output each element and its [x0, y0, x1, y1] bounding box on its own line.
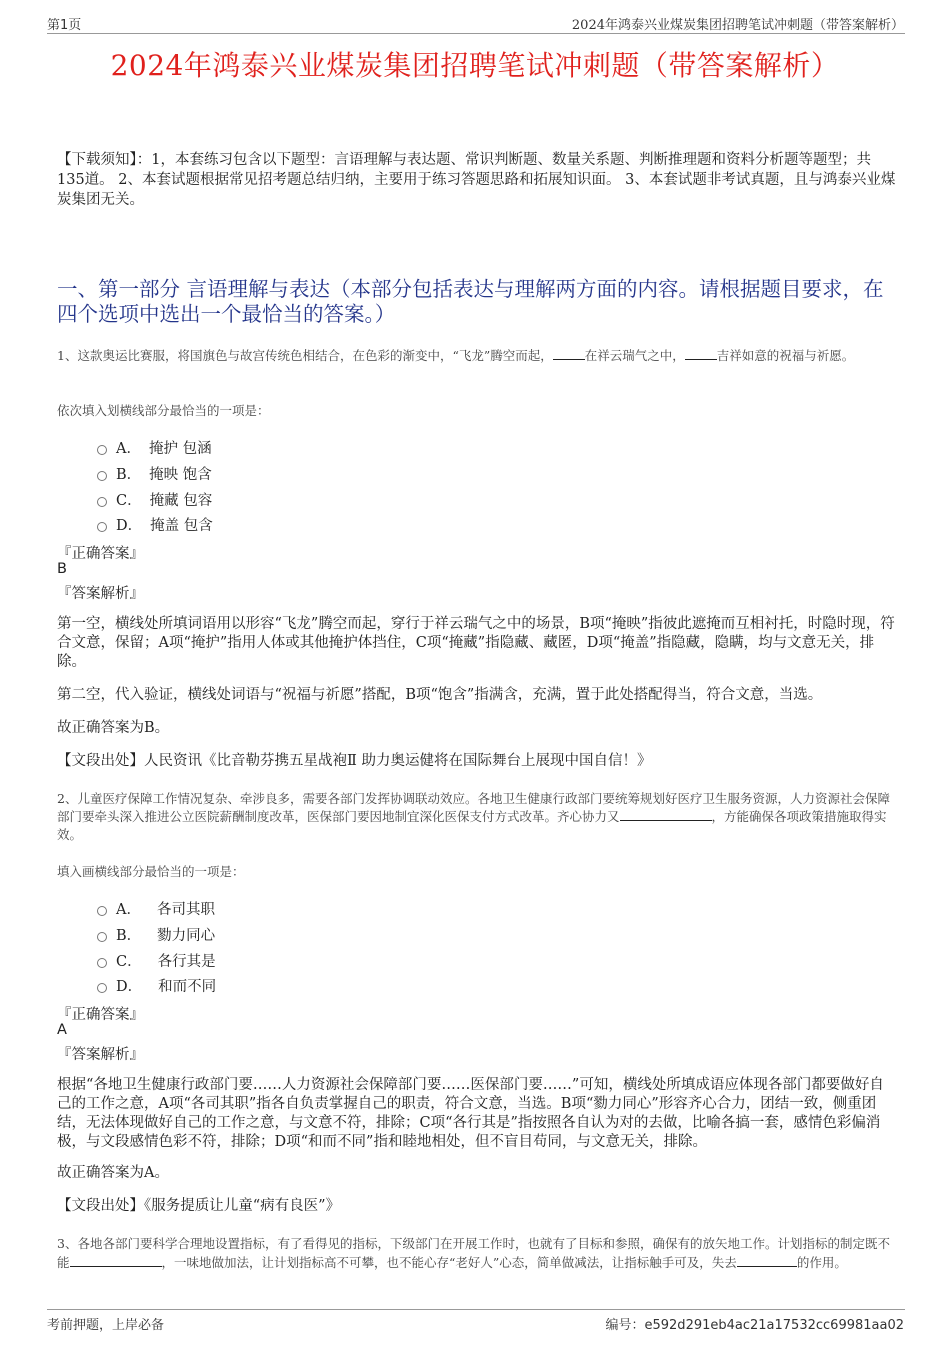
question-2-analysis-p1: 根据“各地卫生健康行政部门要……人力资源社会保障部门要……医保部门要……”可知，横线处所填成语应体现各部门都要做好自己的工作之意，A项“各司其职”指各自负责掌握自己的职责，符合文意，当选。B项“勠力同心”形容齐心合力，团结一致，侧重团结，无法体现做好自己的工作之意，与文意不符，排除；C项“各行其是”指按照各自认为对的去做，比喻各搞一套，感情色彩偏消极，与文段感情色彩不符，排除；D项“和而不同”指和睦地相处，但不盲目苟同，与文意无关，排除。 [57, 1077, 884, 1150]
section-heading: 一、第一部分 言语理解与表达（本部分包括表达与理解两方面的内容。请根据题目要求，在四个选项中选出一个最恰当的答案。） [57, 277, 884, 326]
header-divider [47, 33, 905, 34]
question-2-answer: A [57, 1022, 67, 1038]
footer-slogan: 考前押题，上岸必备 [47, 1318, 165, 1333]
download-notice: 【下载须知】：1，本套练习包含以下题型：言语理解与表达题、常识判断题、数量关系题、判断推理题和资料分析题等题型；共135道。 2、本套试题根据常见招考题总结归纳，主要用于练习答题思路和拓展知识面。 3、本套试题非考试真题，且与鸿泰兴业煤炭集团无关。 [57, 152, 896, 208]
document-code-value: e592d291eb4ac21a17532cc69981aa02 [644, 1318, 904, 1333]
option-text: 掩藏 包容 [149, 493, 213, 509]
question-1-instruction: 依次填入划横线部分最恰当的一项是： [57, 403, 270, 418]
option-letter: C． [116, 493, 142, 509]
radio-icon[interactable] [97, 958, 107, 968]
question-1-analysis-label: 『答案解析』 [57, 586, 144, 602]
question-1-analysis-p2: 第二空，代入验证，横线处词语与“祝福与祈愿”搭配，B项“饱含”指满含，充满，置于此处搭配得当，符合文意，当选。 [57, 687, 823, 703]
question-1-stem-part-c: 吉祥如意的祝福与祈愿。 [716, 348, 855, 363]
question-2-option-d[interactable] [97, 975, 216, 996]
radio-icon[interactable] [97, 445, 107, 455]
question-2-analysis-label: 『答案解析』 [57, 1047, 144, 1063]
question-2-analysis-p2: 故正确答案为A。 [57, 1165, 169, 1181]
question-3-blank-1 [70, 1254, 162, 1267]
option-text: 掩护 包涵 [148, 441, 212, 457]
option-letter: A． [116, 902, 141, 918]
radio-icon[interactable] [97, 906, 107, 916]
radio-icon[interactable] [97, 471, 107, 481]
question-2-option-a[interactable] [97, 898, 215, 919]
option-text: 各司其职 [156, 902, 215, 918]
question-2-option-b[interactable] [97, 924, 215, 945]
question-1-blank-2 [685, 347, 717, 360]
question-2-instruction: 填入画横线部分最恰当的一项是： [57, 864, 245, 879]
option-text: 勠力同心 [157, 928, 216, 944]
question-3-blank-2 [737, 1254, 797, 1267]
question-1-source: 【文段出处】人民资讯《比音勒芬携五星战袍Ⅱ 助力奥运健将在国际舞台上展现中国自信！》 [57, 753, 652, 769]
question-1-option-c[interactable] [97, 489, 212, 510]
question-3-stem [57, 1234, 895, 1272]
question-2-source: 【文段出处】《服务提质让儿童“病有良医”》 [57, 1198, 341, 1214]
question-2-stem-part-a: 2、儿童医疗保障工作情况复杂、牵涉良多，需要各部门发挥协调联动效应。各地卫生健康行政部门要统筹规划好医疗卫生服务资源，人力资源社会保障部门要牵头深入推进公立医院薪酬制度改革，医保部门要因地制宜深化医保支付方式改革。齐心协力又 [57, 791, 890, 824]
document-code-label: 编号： [605, 1318, 645, 1333]
question-3-stem-part-c: 的作用。 [796, 1255, 847, 1270]
document-title: 2024年鸿泰兴业煤炭集团招聘笔试冲刺题（带答案解析） [110, 49, 840, 82]
radio-icon[interactable] [97, 522, 107, 532]
option-letter: D． [116, 979, 143, 995]
document-code [605, 1314, 904, 1333]
option-letter: B． [116, 467, 142, 483]
option-text: 掩映 饱含 [149, 467, 212, 483]
footer-divider [47, 1309, 905, 1310]
option-text: 各行其是 [157, 954, 216, 970]
question-2-answer-label: 『正确答案』 [57, 1007, 144, 1023]
option-letter: A． [116, 441, 141, 457]
question-1-stem [57, 347, 895, 365]
page-number: 第1页 [47, 18, 82, 33]
question-1-blank-1 [553, 347, 585, 360]
radio-icon[interactable] [97, 497, 107, 507]
question-1-option-a[interactable] [97, 437, 212, 458]
option-letter: D． [116, 518, 143, 534]
question-2-option-c[interactable] [97, 950, 216, 971]
question-1-analysis-p1: 第一空，横线处所填词语用以形容“飞龙”腾空而起，穿行于祥云瑞气之中的场景，B项“掩映”指彼此遮掩而互相衬托，时隐时现，符合文意，保留；A项“掩护”指用人体或其他掩护体挡住，C项“掩藏”指隐藏、藏匿，D项“掩盖”指隐藏，隐瞒，均与文意无关，排除。 [57, 616, 895, 670]
question-3-stem-part-b: ，一味地做加法，让计划指标高不可攀，也不能心存“老好人”心态，简单做减法，让指标触手可及，失去 [161, 1255, 737, 1270]
question-1-stem-part-b: 在祥云瑞气之中， [584, 348, 685, 363]
option-text: 掩盖 包含 [150, 518, 213, 534]
question-1-stem-part-a: 1、这款奥运比赛服，将国旗色与故宫传统色相结合，在色彩的渐变中，“飞龙”腾空而起， [57, 348, 553, 363]
option-text: 和而不同 [158, 979, 217, 995]
question-1-analysis-p3: 故正确答案为B。 [57, 720, 170, 736]
option-letter: C． [116, 954, 142, 970]
question-2-stem-part-b: ，方能确保各项政策措施取得实效。 [57, 809, 887, 842]
question-3-stem-part-a: 3、各地各部门要科学合理地设置指标，有了看得见的指标，下级部门在开展工作时，也就有了目标和参照，确保有的放矢地工作。计划指标的制定既不能 [57, 1236, 890, 1270]
question-1-answer: B [57, 561, 67, 577]
question-1-option-d[interactable] [97, 514, 213, 535]
running-title: 2024年鸿泰兴业煤炭集团招聘笔试冲刺题（带答案解析） [571, 18, 904, 33]
radio-icon[interactable] [97, 932, 107, 942]
question-1-option-b[interactable] [97, 463, 212, 484]
radio-icon[interactable] [97, 983, 107, 993]
option-letter: B． [116, 928, 142, 944]
question-2-stem [57, 790, 895, 844]
question-1-answer-label: 『正确答案』 [57, 546, 144, 562]
question-2-blank [620, 808, 712, 821]
